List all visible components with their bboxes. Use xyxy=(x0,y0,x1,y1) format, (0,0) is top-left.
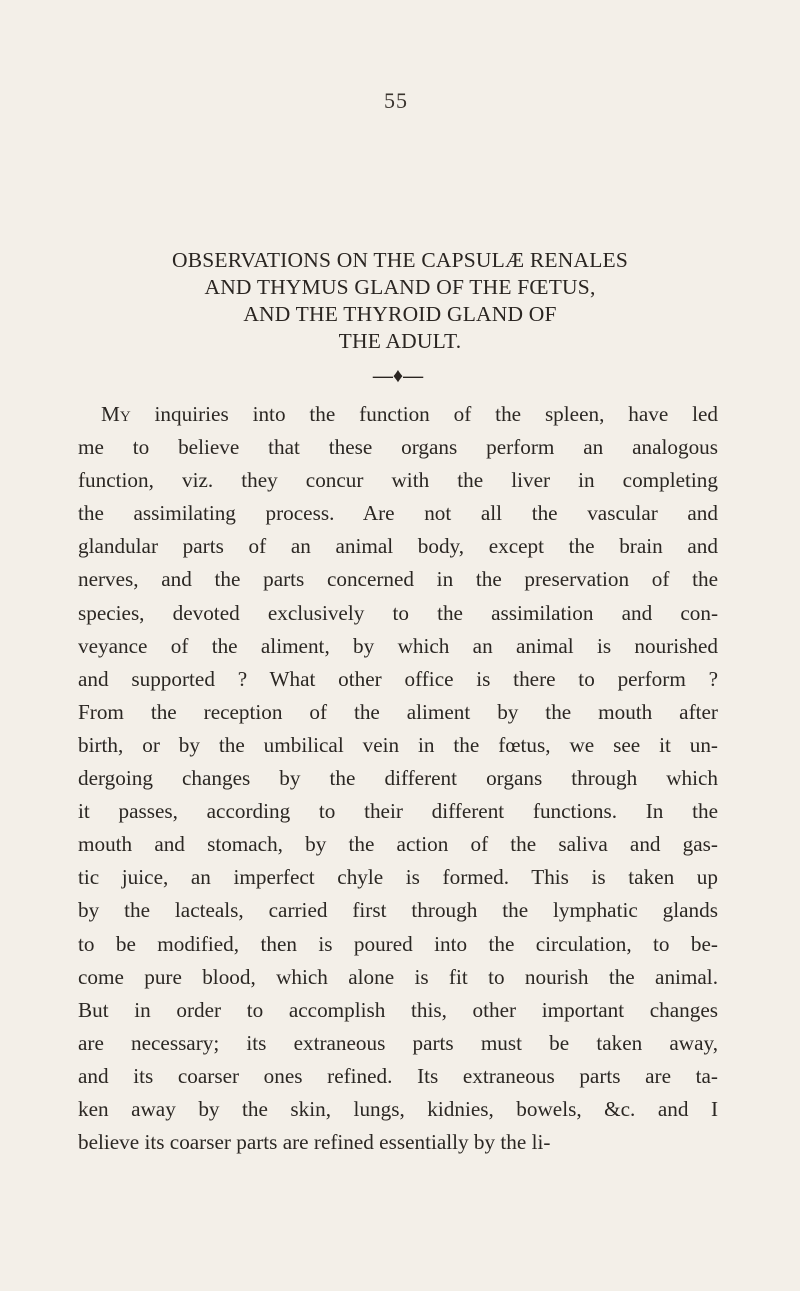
section-ornament: —♦— xyxy=(372,365,424,387)
text-line: function, viz. they concur with the liver in completing xyxy=(78,468,718,493)
title-line: AND THE THYROID GLAND OF xyxy=(243,302,557,326)
text-line: and supported ? What other office is there to perform ? xyxy=(78,666,718,691)
text-line: the assimilating process. Are not all the vascular and xyxy=(78,501,718,526)
text-line: it passes, according to their different functions. In the xyxy=(78,799,718,824)
body-paragraph xyxy=(78,398,718,1159)
text-line: glandular parts of an animal body, except the brain and xyxy=(78,534,718,559)
text-line: believe its coarser parts are refined essentially by the li- xyxy=(78,1130,551,1155)
text-line: tic juice, an imperfect chyle is formed. This is taken up xyxy=(78,865,718,890)
title-line: OBSERVATIONS ON THE CAPSULÆ RENALES xyxy=(171,248,629,272)
text-line: veyance of the aliment, by which an animal is nourished xyxy=(78,633,718,658)
text-line: nerves, and the parts concerned in the preservation of the xyxy=(78,567,718,592)
text-line: From the reception of the aliment by the mouth after xyxy=(78,699,718,724)
text-line: My inquiries into the function of the spleen, have led xyxy=(101,402,718,426)
drop-word: My xyxy=(101,402,131,426)
text-line: to be modified, then is poured into the circulation, to be- xyxy=(78,931,718,956)
text-line: birth, or by the umbilical vein in the fœtus, we see it un- xyxy=(78,732,718,757)
page-number: 55 xyxy=(384,88,408,113)
text-line: and its coarser ones refined. Its extraneous parts are ta- xyxy=(78,1063,718,1088)
title-line: AND THYMUS GLAND OF THE FŒTUS, xyxy=(204,275,596,299)
text-line: species, devoted exclusively to the assimilation and con- xyxy=(78,600,718,625)
text-line: ken away by the skin, lungs, kidnies, bowels, &c. and I xyxy=(78,1096,718,1121)
text-line: by the lacteals, carried first through the lymphatic glands xyxy=(78,898,718,923)
text-line: mouth and stomach, by the action of the saliva and gas- xyxy=(78,832,718,857)
text-line: are necessary; its extraneous parts must be taken away, xyxy=(78,1030,718,1055)
text-line: me to believe that these organs perform an analogous xyxy=(78,435,718,460)
text-line: But in order to accomplish this, other important changes xyxy=(78,997,718,1022)
text-line: come pure blood, which alone is fit to nourish the animal. xyxy=(78,964,718,989)
text-line: dergoing changes by the different organs through which xyxy=(78,766,718,791)
chapter-title xyxy=(100,247,700,355)
title-line: THE ADULT. xyxy=(338,329,462,353)
